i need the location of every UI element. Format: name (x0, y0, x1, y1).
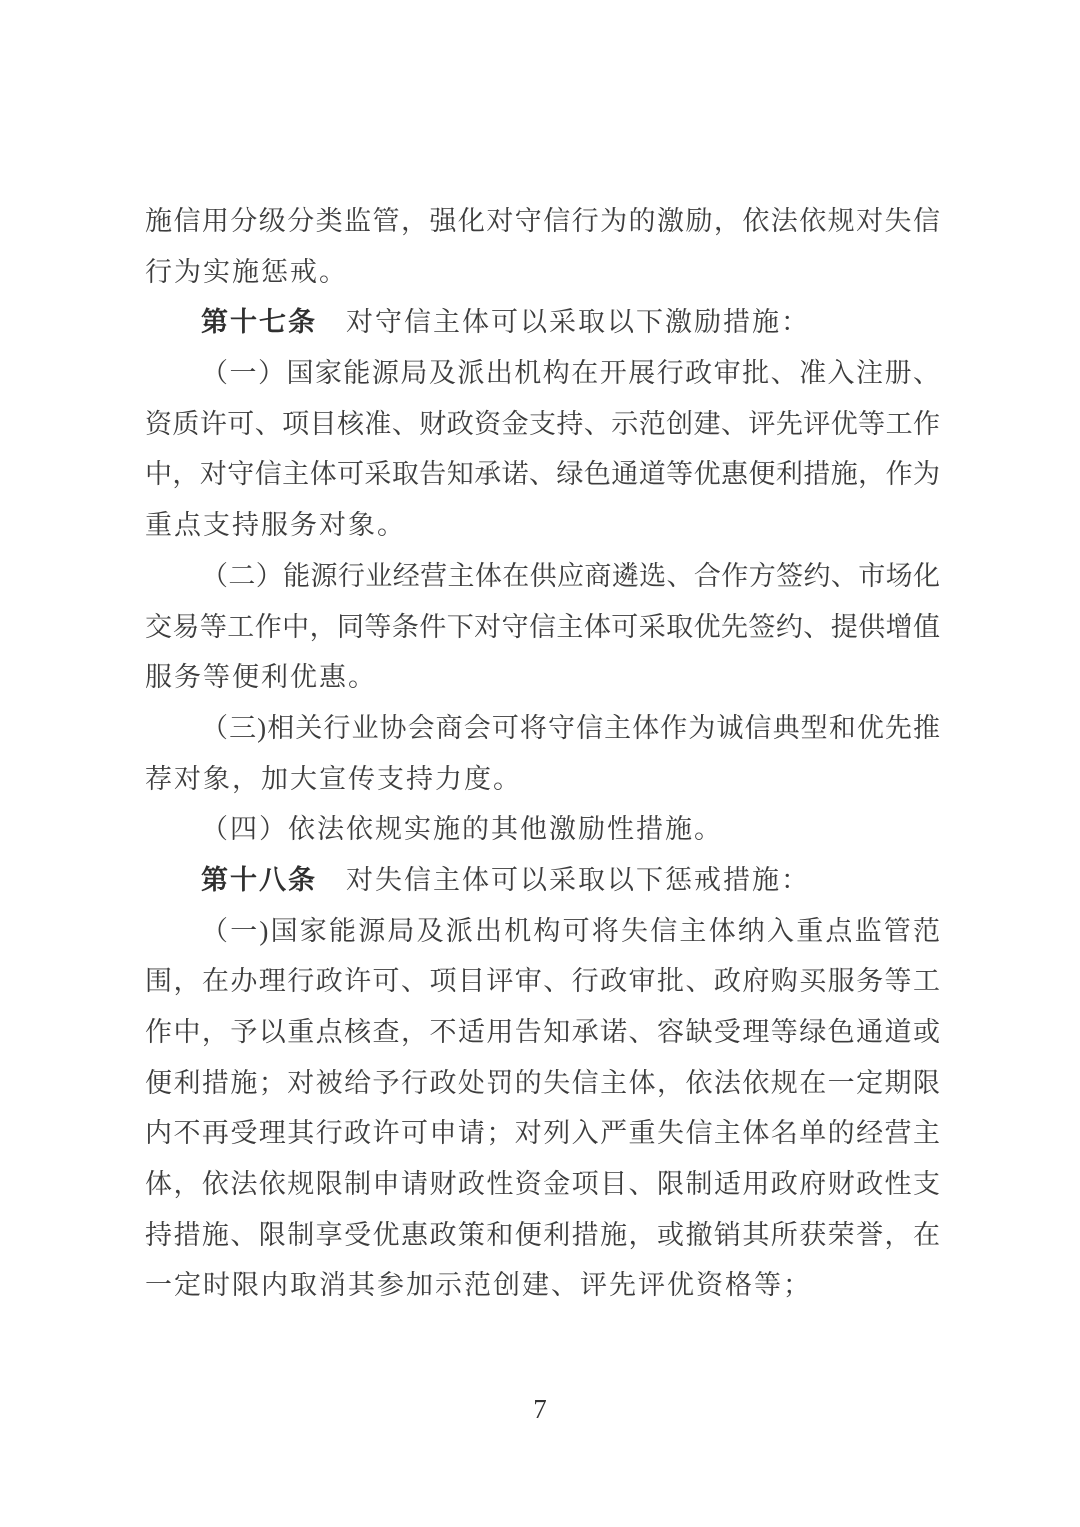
text-line (145, 1159, 940, 1210)
text-segment: 对守信主体可以采取以下激励措施： (317, 307, 810, 338)
text-line (145, 247, 940, 298)
text-segment: 持措施、限制享受优惠政策和便利措施，或撤销其所获荣誉，在 (145, 1219, 940, 1250)
text-line (145, 1108, 940, 1159)
text-line (145, 602, 940, 653)
text-segment: 重点支持服务对象。 (145, 510, 406, 541)
text-line (145, 956, 940, 1007)
text-line (145, 652, 940, 703)
text-line (145, 855, 940, 906)
text-segment: 围，在办理行政许可、项目评审、行政审批、政府购买服务等工 (145, 966, 940, 997)
text-segment: 行为实施惩戒。 (145, 256, 348, 287)
text-segment: 交易等工作中，同等条件下对守信主体可采取优先签约、提供增值 (145, 611, 940, 642)
text-segment: （一）国家能源局及派出机构在开展行政审批、准入注册、 (201, 358, 940, 389)
text-line (145, 703, 940, 754)
text-line (145, 399, 940, 450)
text-segment: 内不再受理其行政许可申请；对列入严重失信主体名单的经营主 (145, 1118, 940, 1149)
page-number: 7 (533, 1394, 547, 1424)
text-segment: 服务等便利优惠。 (145, 662, 377, 693)
text-line (145, 804, 940, 855)
article-number: 第十八条 (201, 864, 317, 895)
text-segment: 体，依法依规限制申请财政性资金项目、限制适用政府财政性支 (145, 1169, 940, 1200)
text-line (145, 1058, 940, 1109)
text-segment: （四）依法依规实施的其他激励性措施。 (201, 814, 723, 845)
text-line (145, 297, 940, 348)
text-segment: （二）能源行业经营主体在供应商遴选、合作方签约、市场化 (201, 560, 940, 591)
text-segment: 对失信主体可以采取以下惩戒措施： (317, 864, 810, 895)
text-segment: 资质许可、项目核准、财政资金支持、示范创建、评先评优等工作 (145, 408, 940, 439)
text-segment: （三)相关行业协会商会可将守信主体作为诚信典型和优先推 (201, 712, 940, 743)
text-segment: 作中，予以重点核查，不适用告知承诺、容缺受理等绿色通道或 (145, 1017, 940, 1047)
text-line (145, 196, 940, 247)
article-number: 第十七条 (201, 307, 317, 338)
document-body (145, 196, 940, 1311)
text-segment: 一定时限内取消其参加示范创建、评先评优资格等； (145, 1270, 812, 1301)
text-line (145, 449, 940, 500)
text-segment: 荐对象，加大宣传支持力度。 (145, 763, 522, 794)
text-segment: 中，对守信主体可采取告知承诺、绿色通道等优惠便利措施，作为 (145, 459, 940, 490)
text-line (145, 1007, 940, 1058)
text-line (145, 1210, 940, 1261)
text-line (145, 906, 940, 957)
text-segment: 便利措施；对被给予行政处罚的失信主体，依法依规在一定期限 (145, 1067, 940, 1098)
text-line (145, 754, 940, 805)
text-line (145, 348, 940, 399)
text-segment: 施信用分级分类监管，强化对守信行为的激励，依法依规对失信 (145, 206, 940, 236)
text-line (145, 1260, 940, 1311)
text-line (145, 551, 940, 602)
text-segment: （一)国家能源局及派出机构可将失信主体纳入重点监管范 (201, 915, 940, 946)
text-line (145, 500, 940, 551)
